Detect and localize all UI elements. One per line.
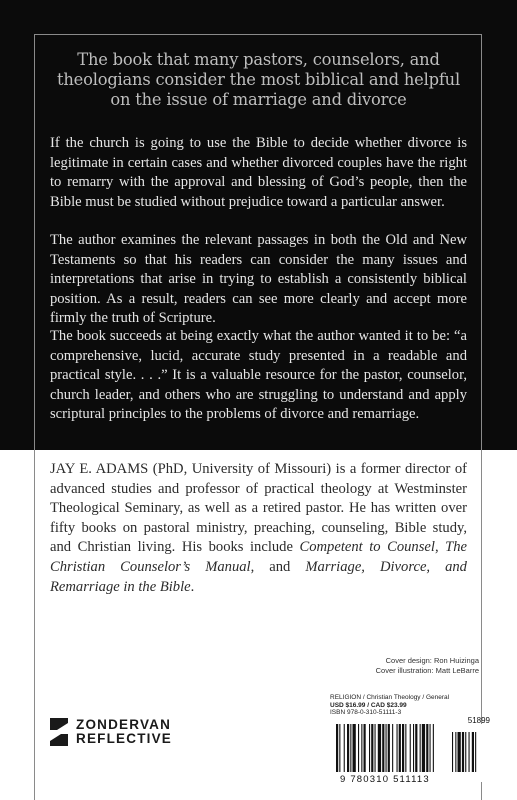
book-title-2: The Christian Counselor’s Manual — [50, 539, 467, 575]
barcode-bar — [455, 732, 456, 772]
barcode-bar — [402, 724, 404, 772]
description-paragraph-3: The book succeeds at being exactly what the author wanted it to be: “a comprehensive, lucid, accurate study presented in a readable and practical style. . . .” It is a valuable resource for the pastor, counselor, church leader, and others who are struggling to understand and apply scriptural principles to the problems of divorce and remarriage. — [50, 328, 467, 423]
barcode-bar — [382, 724, 384, 772]
cover-design-credit: Cover design: Ron Huizinga — [385, 656, 479, 665]
barcode-area — [330, 694, 490, 785]
barcode-bar — [371, 724, 373, 772]
barcode-bar — [336, 724, 338, 772]
description-paragraph-2: The author examines the relevant passages in both the Old and New Testaments so that his readers can consider the many issues and interpretations that arise in trying to establish a consistently biblical position. As a result, readers can see more clearly and accept more firmly the truth of Scripture. — [50, 232, 467, 327]
barcode-bar — [399, 724, 401, 772]
barcode-bar — [462, 732, 464, 772]
barcode-bar — [430, 724, 431, 772]
barcode-bar — [422, 724, 425, 772]
barcode-bar — [388, 724, 390, 772]
book-title-3: Marriage, Divorce, and Remarriage in the Bible — [50, 558, 467, 595]
barcode-bar — [469, 732, 470, 772]
cover-credits — [376, 656, 479, 676]
barcode-bar — [353, 724, 356, 772]
publisher-logo — [50, 718, 172, 746]
barcode-bar — [386, 724, 387, 772]
tagline: The book that many pastors, counselors, and theologians consider the most biblical and helpful on the issue of marriage and divorce — [57, 50, 460, 109]
barcode-bar — [420, 724, 421, 772]
bisac-category: RELIGION / Christian Theology / General — [330, 694, 450, 701]
publisher-name — [76, 718, 172, 746]
barcode-bar — [378, 724, 381, 772]
barcode-bar — [415, 724, 417, 772]
barcode-bar — [413, 724, 414, 772]
isbn-text: ISBN 978-0-310-51111-3 — [330, 709, 402, 717]
author-bio-text: JAY E. ADAMS (PhD, University of Missouri) is a former director of advanced studies and professor of practical theology at Westminster Theological Seminary, as well as a retired pastor. He has written over fifty books on pastoral ministry, preaching, counseling, Bible study, and Christian living. His books include — [50, 461, 467, 556]
barcode-number: 9 780310 511113 — [340, 774, 430, 785]
barcode-bar — [397, 724, 398, 772]
barcode-bar — [347, 724, 349, 772]
retail-price: USD $16.99 / CAD $23.99 — [330, 701, 407, 709]
barcode-bar — [392, 724, 393, 772]
bio-separator-1: , — [434, 539, 446, 556]
cover-illustration-credit: Cover illustration: Matt LeBarre — [375, 666, 479, 675]
barcode-bar — [472, 732, 474, 772]
book-title-1: Competent to Counsel — [299, 539, 435, 556]
barcode-bar — [426, 724, 428, 772]
price-code: 51899 — [467, 716, 490, 725]
barcode-bar — [361, 724, 362, 772]
barcode-bar — [433, 724, 434, 772]
bio-separator-2: , and — [250, 558, 306, 575]
barcode-info — [330, 694, 490, 717]
barcode-bar — [410, 724, 411, 772]
barcode-bar — [465, 732, 466, 772]
zondervan-z-icon — [50, 718, 68, 746]
barcode-bar — [344, 724, 345, 772]
author-bio — [50, 460, 467, 597]
barcode-bar — [364, 724, 366, 772]
description-paragraph-1: If the church is going to use the Bible to decide whether divorce is legitimate in certain cases and whether divorced couples have the right to remarry with the approval and blessing of God’s people, then the Bible must be studied without prejudice toward a particular answer. — [50, 135, 467, 210]
barcode-bar — [369, 724, 370, 772]
barcode-bar — [452, 732, 453, 772]
barcode-bar — [375, 724, 376, 772]
barcode-bar — [458, 732, 461, 772]
barcode-bar — [358, 724, 359, 772]
barcode-bar — [475, 732, 476, 772]
barcode-bar — [350, 724, 351, 772]
barcode-bar — [405, 724, 406, 772]
publisher-name-line-2: REFLECTIVE — [76, 731, 173, 746]
publisher-name-line-1: ZONDERVAN — [76, 717, 172, 732]
barcode-bar — [339, 724, 340, 772]
bio-end: . — [190, 578, 195, 595]
